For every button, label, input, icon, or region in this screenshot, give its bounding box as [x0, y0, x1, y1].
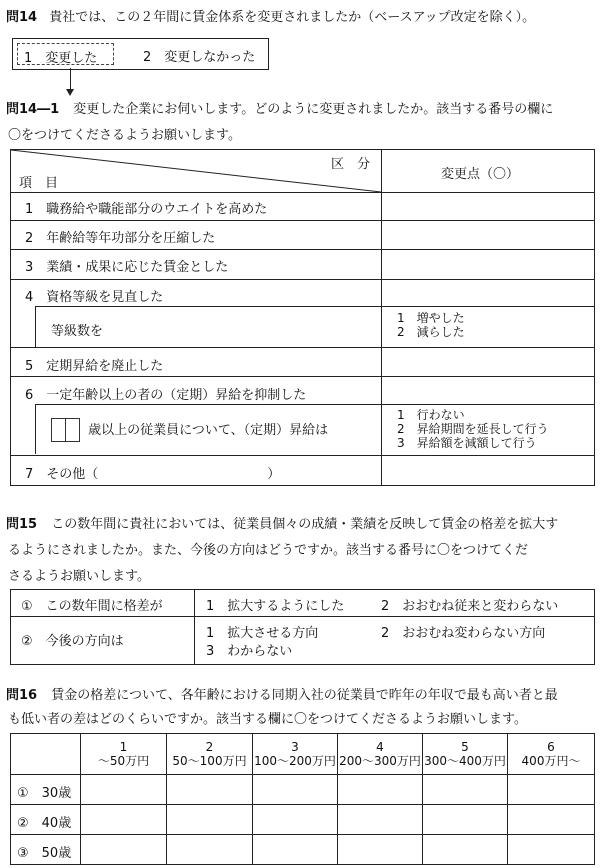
- q14-text: 貴社では、この２年間に賃金体系を変更されましたか（ベースアップ改定を除く）。: [49, 10, 536, 25]
- q15-question-line1: [6, 513, 558, 532]
- q15-table: [10, 589, 595, 665]
- row-3-label: 3 業績・成果に応じた賃金とした: [25, 260, 229, 275]
- row-age-50: ③ 50歳: [17, 846, 72, 861]
- q14-1-number: 問14―1: [6, 102, 60, 117]
- row-2-label: 2 年齢給等年功部分を圧縮した: [25, 231, 216, 246]
- q14-1-text1: 変更した企業にお伺いします。どのように変更されましたか。該当する番号の欄に: [73, 102, 554, 117]
- q14-1-text2: 〇をつけてくださるようお願いします。: [8, 128, 241, 143]
- q15-row-1-opt2[interactable]: 2 おおむね従来と変わらない: [381, 599, 559, 614]
- row-age-40: ② 40歳: [17, 816, 72, 831]
- age-input-digit-2[interactable]: [66, 418, 80, 442]
- q16-table: [10, 733, 595, 865]
- age-input-digit-1[interactable]: [51, 418, 66, 442]
- q14-1-table: [10, 149, 595, 486]
- row-6-opt-reduce[interactable]: 3 昇給額を減額して行う: [397, 436, 537, 450]
- q14-option-changed[interactable]: [17, 43, 114, 65]
- q14-option-changed-label: 1 変更した: [24, 51, 98, 66]
- q15-row-2-label: ② 今後の方向は: [21, 634, 124, 649]
- q14-option-unchanged-label[interactable]: 2 変更しなかった: [143, 50, 256, 65]
- row-1-answer-cell[interactable]: [382, 193, 594, 220]
- col-1-header: 1 ～50万円: [97, 740, 150, 768]
- row-4-sub-options[interactable]: [397, 311, 465, 339]
- q15-text3: さるようお願いします。: [8, 569, 150, 584]
- q14-number: 問14: [6, 10, 38, 25]
- q16-number: 問16: [6, 688, 38, 703]
- q15-row-1-opt1[interactable]: 1 拡大するようにした: [206, 599, 345, 614]
- row-7-label: 7 その他（ ）: [25, 467, 281, 482]
- row-6-sub: [51, 418, 328, 442]
- row-6-sub-options[interactable]: [397, 408, 549, 450]
- q15-row-2-opt2[interactable]: 2 おおむね変わらない方向: [381, 626, 546, 641]
- col-6-header: 6 400万円～: [521, 740, 581, 768]
- q15-number: 問15: [6, 517, 38, 532]
- col-3-header: 3 100～200万円: [254, 740, 336, 768]
- col-5-header: 5 300～400万円: [424, 740, 506, 768]
- q14-choice-box: [12, 38, 269, 70]
- header-koumoku: 項 目: [19, 176, 59, 191]
- q15-text1: この数年間に貴社においては、従業員個々の成績・業績を反映して賃金の格差を拡大す: [51, 517, 559, 532]
- q16-question-line1: [6, 684, 558, 703]
- q16-text1: 賃金の格差について、各年齢における同期入社の従業員で昨年の年収で最も高い者と最: [51, 688, 558, 703]
- q15-text2: るようにされましたか。また、今後の方向はどうですか。該当する番号に〇をつけてくだ: [8, 543, 529, 558]
- q15-row-1-label: ① この数年間に格差が: [21, 599, 163, 614]
- row-3-answer-cell[interactable]: [382, 250, 594, 277]
- row-4-label: 4 資格等級を見直した: [25, 290, 164, 305]
- q14-arrow-head-icon: [66, 89, 74, 96]
- q16-answer-grid[interactable]: [81, 775, 594, 864]
- row-age-30: ① 30歳: [17, 786, 72, 801]
- header-kubun: 区 分: [331, 157, 371, 172]
- col-4-header: 4 200～300万円: [339, 740, 421, 768]
- row-6-opt-extend[interactable]: 2 昇給期間を延長して行う: [397, 422, 549, 436]
- row-4-opt-decrease[interactable]: 2 減らした: [397, 325, 465, 339]
- row-2-answer-cell[interactable]: [382, 221, 594, 248]
- row-4-sub-label: 等級数を: [51, 324, 104, 339]
- q14-question: [6, 6, 535, 25]
- row-4-opt-increase[interactable]: 1 増やした: [397, 311, 465, 325]
- header-diagonal: [11, 150, 381, 192]
- q14-1-question-line1: [6, 98, 553, 117]
- header-change-point: 変更点（〇）: [441, 167, 520, 182]
- row-6-label: 6 一定年齢以上の者の（定期）昇給を抑制した: [25, 388, 307, 403]
- row-7-answer-cell[interactable]: [382, 456, 594, 485]
- row-1-label: 1 職務給や職能部分のウエイトを高めた: [25, 202, 268, 217]
- q15-row-2-opt3[interactable]: 3 わからない: [206, 644, 293, 659]
- q16-text2: も低い者の差はどのくらいですか。該当する欄に〇をつけてくださるようお願いします。: [8, 712, 527, 727]
- row-5-label: 5 定期昇給を廃止した: [25, 359, 164, 374]
- col-2-header: 2 50～100万円: [172, 740, 247, 768]
- row-6-sub-label: 歳以上の従業員について、（定期）昇給は: [88, 422, 329, 438]
- q15-row-2-opt1[interactable]: 1 拡大させる方向: [206, 626, 319, 641]
- row-6-opt-none[interactable]: 1 行わない: [397, 408, 465, 422]
- row-5-answer-cell[interactable]: [382, 348, 594, 375]
